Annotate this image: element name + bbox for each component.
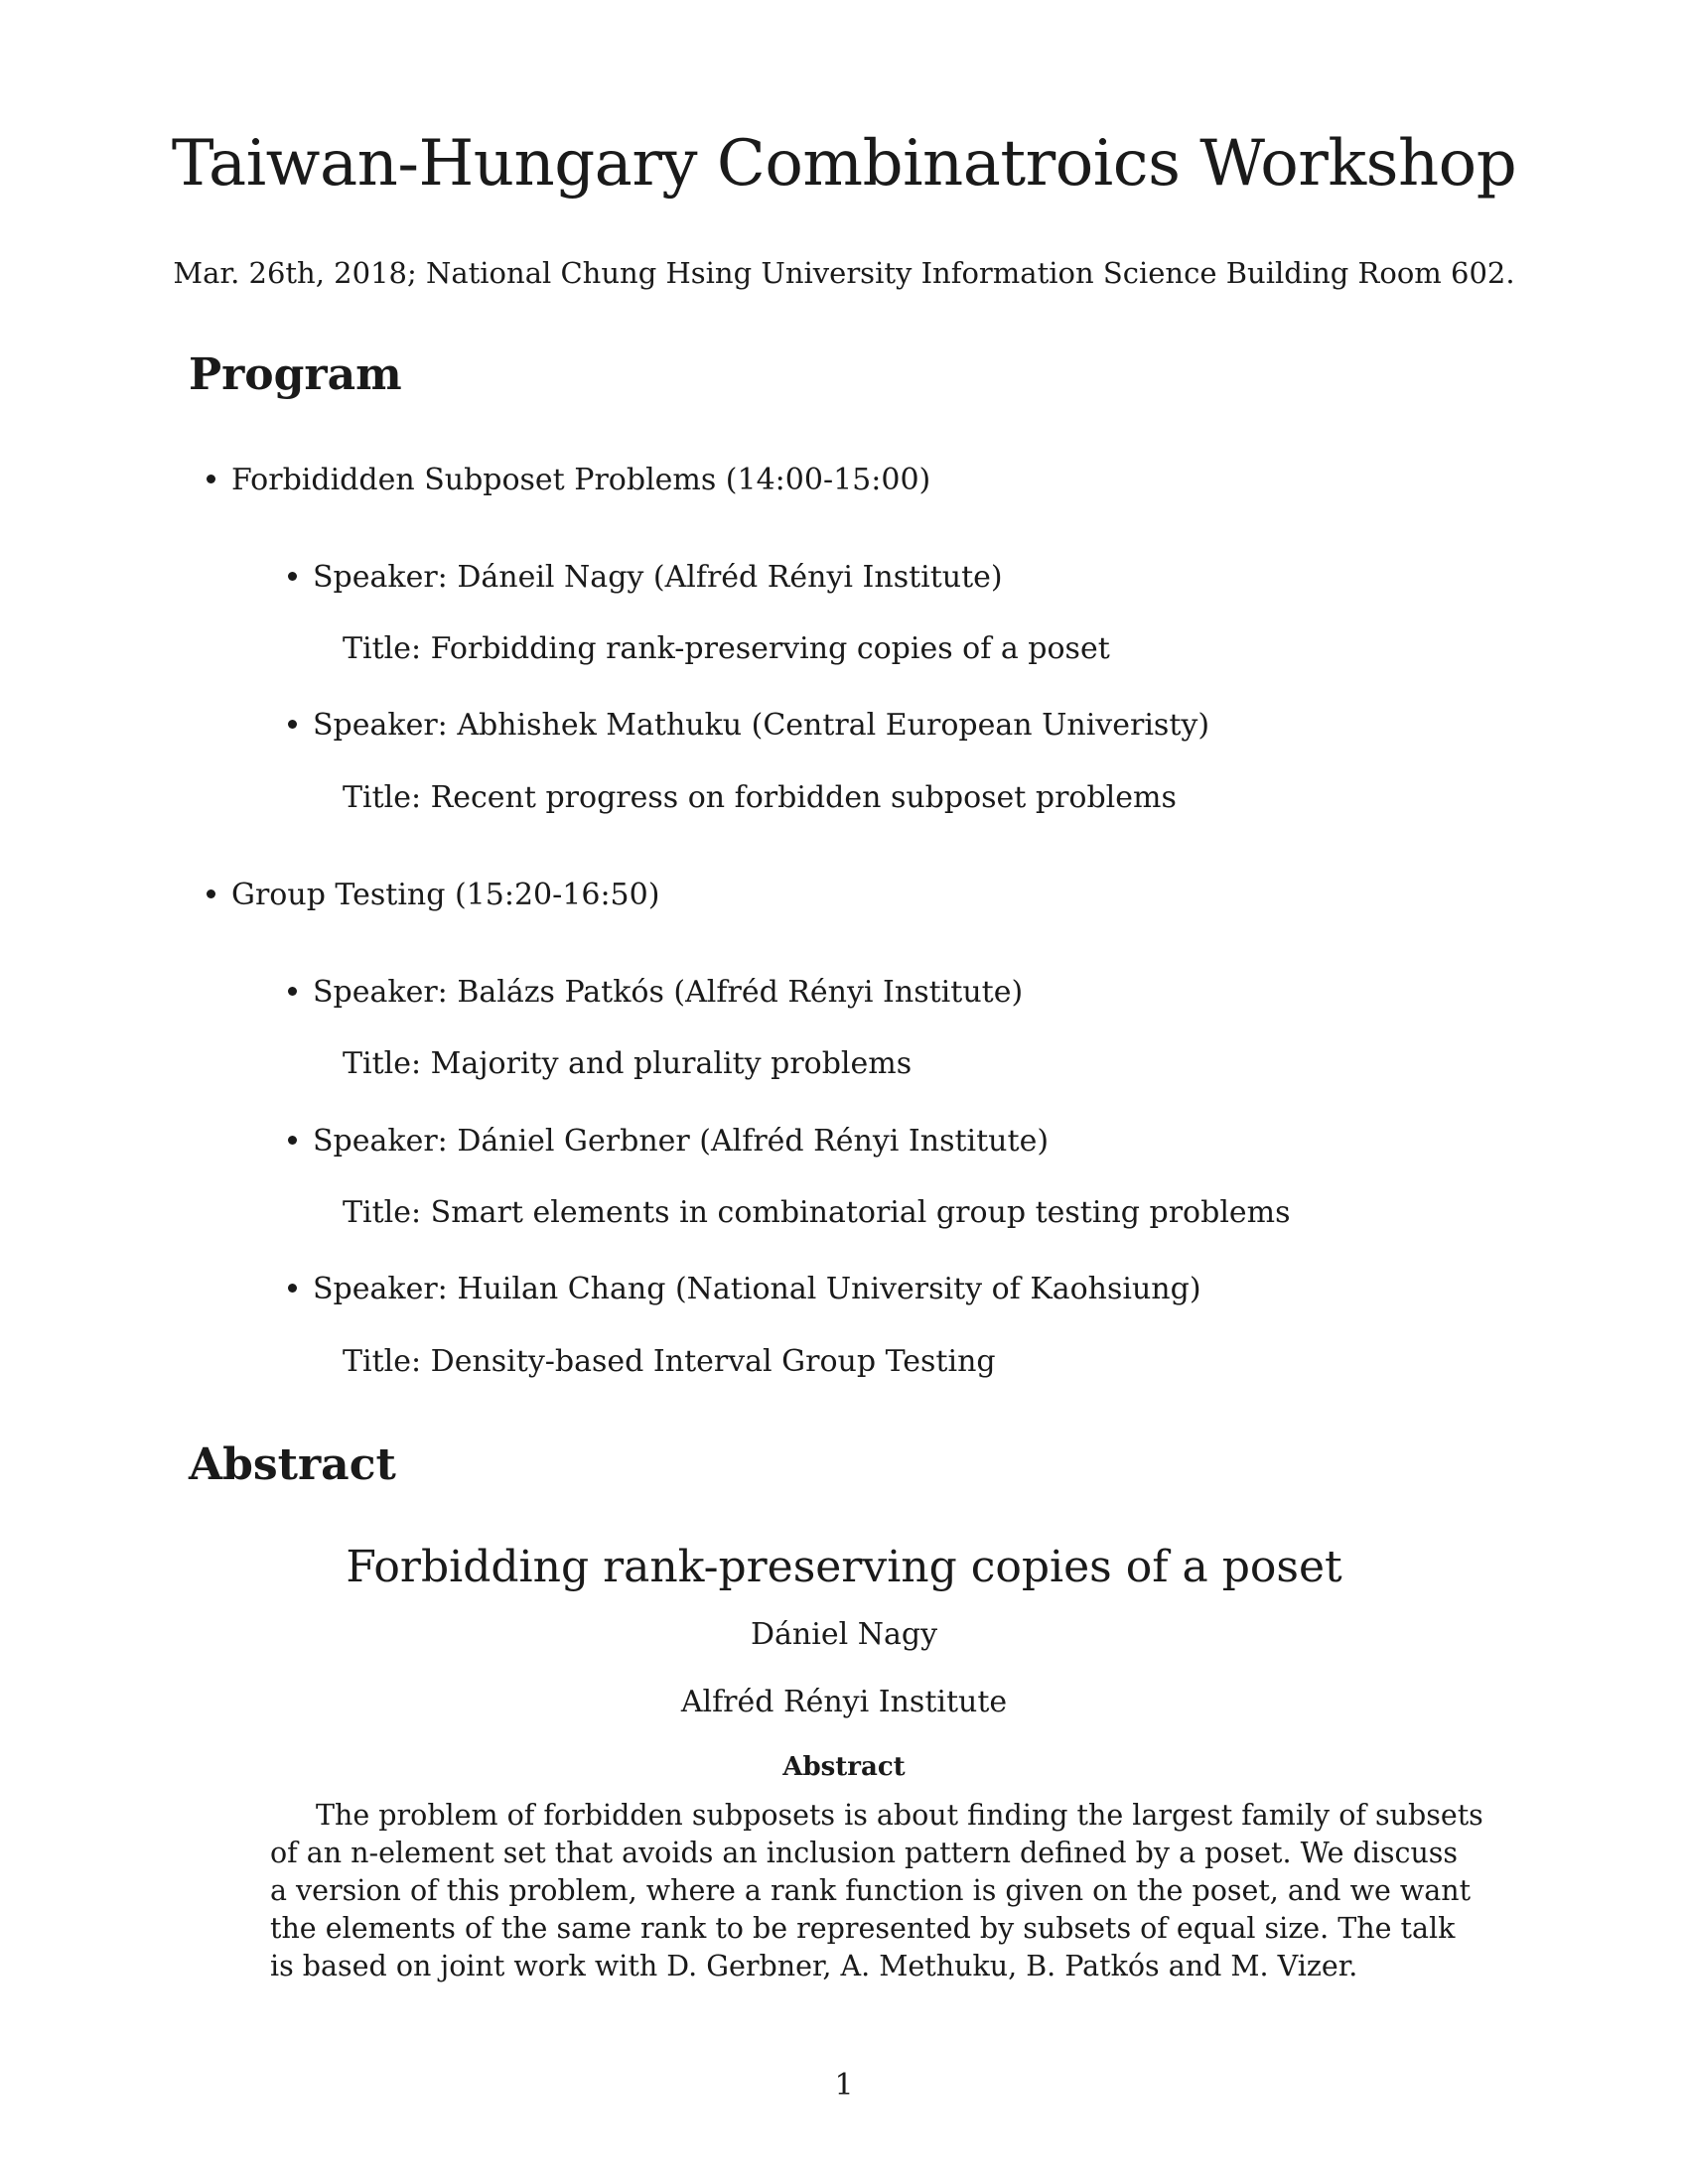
abstract-affiliation: Alfréd Rényi Institute [680,1685,1008,1719]
talk-speaker-item [288,560,1003,595]
bullet-icon [207,889,215,898]
talk-title: Title: Density-based Interval Group Testing [343,1344,996,1379]
bullet-icon [288,987,297,996]
bullet-icon [288,720,297,729]
abstract-body [270,1797,1483,1985]
talk-speaker: Speaker: Huilan Chang (National University of Kaohsiung) [313,1272,1201,1306]
abstract-author: Dániel Nagy [750,1617,938,1652]
talk-speaker-item [288,975,1023,1010]
talk-speaker: Speaker: Dániel Gerbner (Alfréd Rényi Institute) [313,1124,1050,1159]
page-number: 1 [834,2068,854,2103]
session-label: Group Testing (15:20-16:50) [231,878,660,912]
talk-speaker: Speaker: Abhishek Mathuku (Central European Univeristy) [313,708,1210,743]
abstract-line: a version of this problem, where a rank function is given on the poset, and we want [270,1874,1472,1907]
bullet-icon [288,1284,297,1293]
talk-speaker-item [288,708,1209,743]
talk-speaker: Speaker: Balázs Patkós (Alfréd Rényi Institute) [313,975,1024,1010]
abstract-heading: Abstract [782,1752,906,1782]
session-label: Forbididden Subposet Problems (14:00-15:00) [231,463,931,497]
program-heading: Program [189,349,402,400]
abstract-line: is based on joint work with D. Gerbner, A. Methuku, B. Patkós and M. Vizer. [270,1950,1358,1982]
abstract-paper-title: Forbidding rank-preserving copies of a poset [346,1542,1342,1592]
abstract-line: The problem of forbidden subposets is about finding the largest family of subsets [316,1799,1483,1832]
session-item [207,878,659,912]
bullet-icon [288,1136,297,1145]
document-subtitle: Mar. 26th, 2018; National Chung Hsing University Information Science Building Room 602. [173,256,1515,290]
talk-speaker-item [288,1272,1201,1306]
talk-speaker-item [288,1124,1049,1159]
talk-title: Title: Majority and plurality problems [343,1046,913,1081]
abstract-line: of an n-element set that avoids an inclusion pattern defined by a poset. We discuss [270,1837,1459,1869]
talk-title: Title: Forbidding rank-preserving copies of a poset [343,631,1110,666]
abstract-section-heading: Abstract [189,1439,396,1490]
bullet-icon [207,475,215,483]
abstract-line: the elements of the same rank to be represented by subsets of equal size. The talk [270,1912,1456,1945]
bullet-icon [288,572,297,581]
document-title: Taiwan-Hungary Combinatroics Workshop [171,127,1517,201]
talk-speaker: Speaker: Dáneil Nagy (Alfréd Rényi Institute) [313,560,1003,595]
session-item [207,463,930,497]
talk-title: Title: Smart elements in combinatorial group testing problems [343,1195,1291,1230]
talk-title: Title: Recent progress on forbidden subposet problems [343,780,1177,815]
